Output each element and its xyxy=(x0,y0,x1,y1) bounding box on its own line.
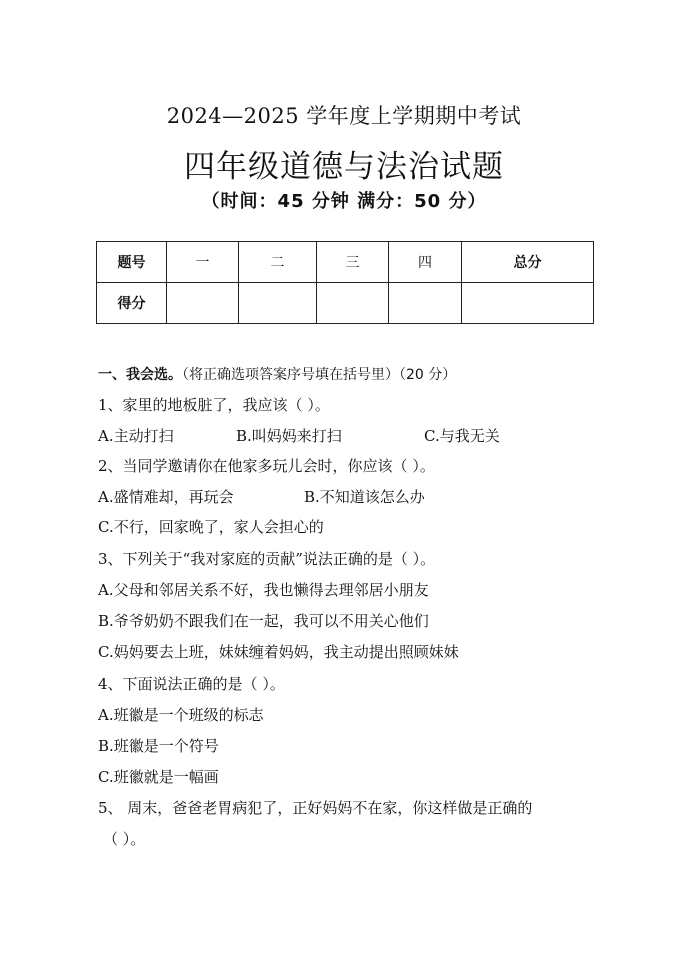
question-4-option-b: B.班徽是一个符号 xyxy=(98,737,219,755)
question-3-option-a: A.父母和邻居关系不好，我也懒得去理邻居小朋友 xyxy=(98,581,429,599)
question-4-option-a: A.班徽是一个班级的标志 xyxy=(98,706,264,724)
question-3-option-b: B.爷爷奶奶不跟我们在一起，我可以不用关心他们 xyxy=(98,612,429,630)
section-1-heading: 一、我会选。 xyxy=(98,367,182,383)
question-2-option-c: C.不行，回家晚了，家人会担心的 xyxy=(98,518,324,536)
question-1-stem: 1、家里的地板脏了，我应该（ ）。 xyxy=(98,396,330,414)
question-2-stem: 2、当同学邀请你在他家多玩儿会时，你应该（ ）。 xyxy=(98,457,435,475)
score-cell-total[interactable] xyxy=(462,283,594,324)
score-table-col-2: 二 xyxy=(239,242,317,283)
score-cell-3[interactable] xyxy=(317,283,389,324)
score-cell-1[interactable] xyxy=(167,283,239,324)
question-2-option-b: B.不知道该怎么办 xyxy=(304,488,425,506)
question-5-stem-line-1: 5、 周末，爸爸老胃病犯了，正好妈妈不在家，你这样做是正确的 xyxy=(98,799,533,817)
score-table-row-header: 题号 xyxy=(97,242,167,283)
section-1-title xyxy=(98,364,456,384)
question-1-option-a: A.主动打扫 xyxy=(98,427,174,445)
score-row-label: 得分 xyxy=(97,283,167,324)
question-3-stem: 3、下列关于“我对家庭的贡献”说法正确的是（ ）。 xyxy=(98,550,436,568)
score-cell-4[interactable] xyxy=(389,283,462,324)
question-4-option-c: C.班徽就是一幅画 xyxy=(98,768,219,786)
score-table xyxy=(96,241,594,324)
question-1-option-b: B.叫妈妈来打扫 xyxy=(236,427,342,445)
question-3-option-c: C.妈妈要去上班，妹妹缠着妈妈，我主动提出照顾妹妹 xyxy=(98,643,459,661)
score-table-col-3: 三 xyxy=(317,242,389,283)
score-table-header-row xyxy=(97,242,594,283)
exam-info: （时间：45 分钟 满分：50 分） xyxy=(201,191,487,212)
question-5-stem-line-2: （ ）。 xyxy=(103,830,146,848)
score-table-col-4: 四 xyxy=(389,242,462,283)
section-1-note: （将正确选项答案序号填在括号里）（20 分） xyxy=(182,367,457,383)
score-table-score-row xyxy=(97,283,594,324)
question-1-option-c: C.与我无关 xyxy=(424,427,500,445)
exam-title: 2024—2025 学年度上学期期中考试 xyxy=(166,104,522,128)
subject-title: 四年级道德与法治试题 xyxy=(184,149,504,185)
question-2-option-a: A.盛情难却，再玩会 xyxy=(98,488,234,506)
score-cell-2[interactable] xyxy=(239,283,317,324)
question-4-stem: 4、下面说法正确的是（ ）。 xyxy=(98,675,285,693)
score-table-col-total: 总分 xyxy=(462,242,594,283)
score-table-col-1: 一 xyxy=(167,242,239,283)
